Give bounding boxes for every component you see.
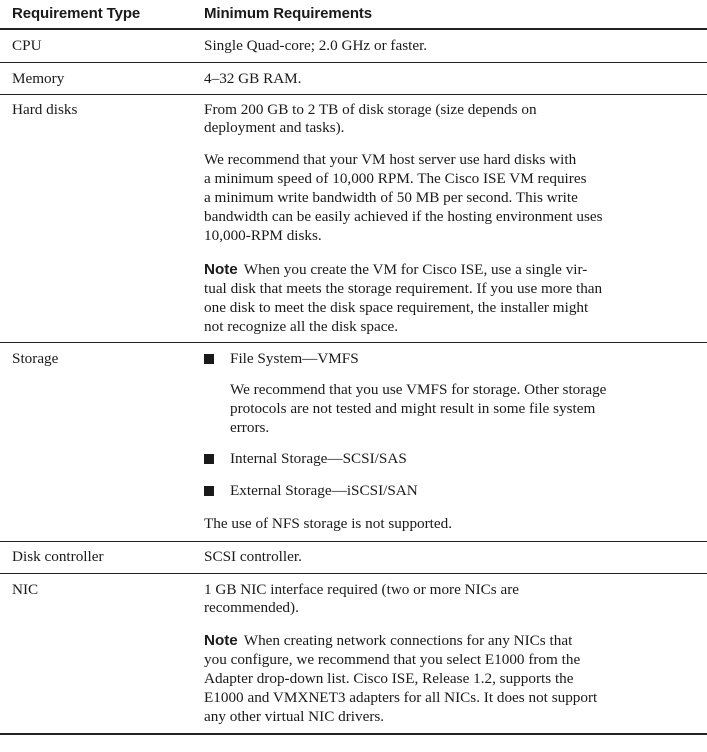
hard-disks-speed-line: We recommend that your VM host server use hard disks with	[204, 151, 577, 168]
storage-bullet-file-system: File System—VMFS	[230, 350, 359, 367]
disk-controller-requirement: SCSI controller.	[204, 548, 302, 565]
memory-requirement: 4–32 GB RAM.	[204, 70, 302, 87]
hard-disks-speed-line: a minimum speed of 10,000 RPM. The Cisco ISE VM requires	[204, 170, 587, 187]
row-divider	[0, 342, 707, 343]
memory-type: Memory	[12, 70, 65, 87]
table-bottom-rule	[0, 733, 707, 735]
nic-note-line	[204, 632, 699, 651]
note-text: When creating network connections for any NICs that	[243, 632, 573, 649]
storage-vmfs-note-line: errors.	[230, 419, 270, 436]
storage-bullet-internal: Internal Storage—SCSI/SAS	[230, 450, 407, 467]
nic-note-line: E1000 and VMXNET3 adapters for all NICs. It does not support	[204, 689, 598, 706]
header-requirement-type: Requirement Type	[12, 5, 141, 22]
storage-bullet-external: External Storage—iSCSI/SAN	[230, 482, 418, 499]
nic-note-line: Adapter drop-down list. Cisco ISE, Release 1.2, supports the	[204, 670, 574, 687]
table-header	[0, 0, 707, 30]
nic-note-line: you configure, we recommend that you select E1000 from the	[204, 651, 581, 668]
hard-disks-note-line: one disk to meet the disk space requirement, the installer might	[204, 299, 589, 316]
bullet-square-icon	[204, 486, 214, 496]
cpu-type: CPU	[12, 37, 42, 54]
hard-disks-size-line: From 200 GB to 2 TB of disk storage (size depends on	[204, 101, 537, 118]
nic-type: NIC	[12, 581, 39, 598]
hard-disks-note-line: tual disk that meets the storage requirement. If you use more than	[204, 280, 603, 297]
hard-disks-speed-line: 10,000-RPM disks.	[204, 227, 322, 244]
row-divider	[0, 541, 707, 542]
hard-disks-note-line: not recognize all the disk space.	[204, 318, 398, 335]
row-divider	[0, 573, 707, 574]
bullet-square-icon	[204, 454, 214, 464]
nic-requirement-line: 1 GB NIC interface required (two or more NICs are	[204, 581, 520, 598]
hard-disks-type: Hard disks	[12, 101, 78, 118]
hard-disks-size-line: deployment and tasks).	[204, 119, 345, 136]
hard-disks-note-line	[204, 261, 699, 280]
note-label: Note	[204, 261, 238, 278]
cpu-requirement: Single Quad-core; 2.0 GHz or faster.	[204, 37, 428, 54]
hard-disks-speed-line: a minimum write bandwidth of 50 MB per second. This write	[204, 189, 578, 206]
storage-vmfs-note-line: protocols are not tested and might result in some file system	[230, 400, 596, 417]
row-divider	[0, 62, 707, 63]
row-divider	[0, 94, 707, 95]
storage-vmfs-note-line: We recommend that you use VMFS for storage. Other storage	[230, 381, 607, 398]
hard-disks-speed-line: bandwidth can be easily achieved if the hosting environment uses	[204, 208, 603, 225]
nic-note-line: any other virtual NIC drivers.	[204, 708, 385, 725]
header-rule	[0, 28, 707, 30]
storage-type: Storage	[12, 350, 59, 367]
storage-nfs-note: The use of NFS storage is not supported.	[204, 515, 453, 532]
nic-requirement-line: recommended).	[204, 599, 299, 616]
note-label: Note	[204, 632, 238, 649]
note-text: When you create the VM for Cisco ISE, use a single vir-	[243, 261, 588, 278]
bullet-square-icon	[204, 354, 214, 364]
disk-controller-type: Disk controller	[12, 548, 104, 565]
header-minimum-requirements: Minimum Requirements	[204, 5, 373, 22]
